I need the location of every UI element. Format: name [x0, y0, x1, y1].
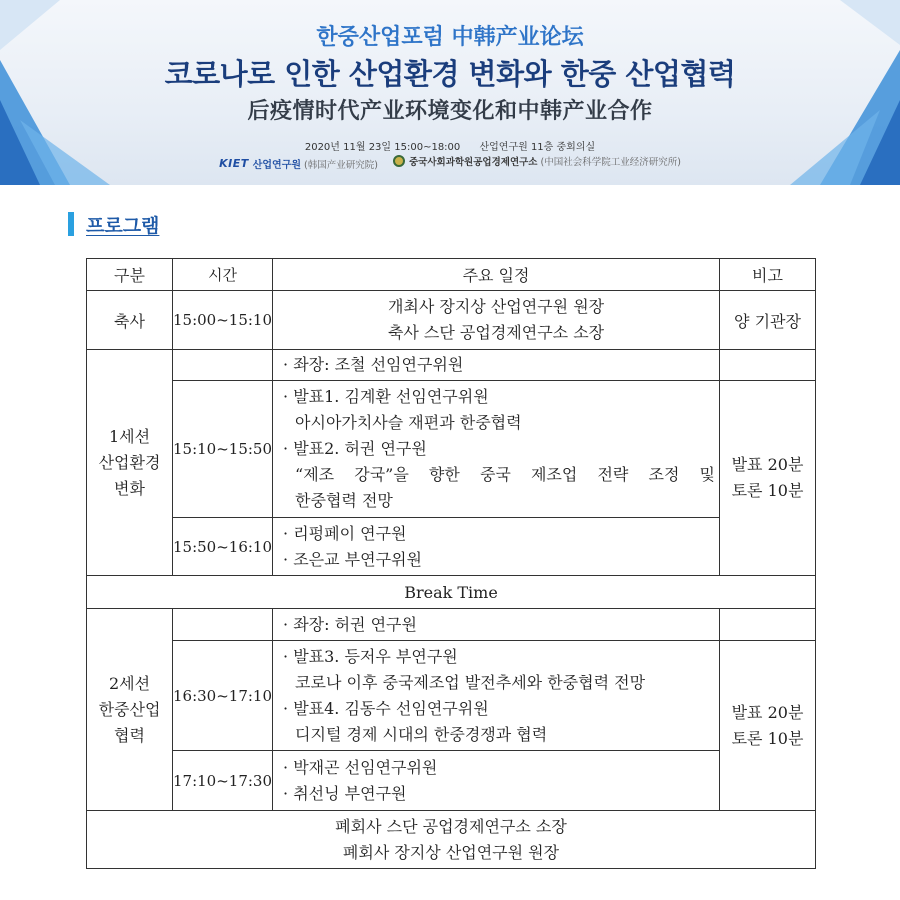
presentation-1-speaker: · 발표1. 김계환 선임연구위원	[283, 387, 489, 406]
header-category: 구분	[87, 259, 173, 291]
presentation-2-title	[283, 462, 715, 488]
kiet-chinese-name: (韩国产业研究院)	[304, 159, 378, 171]
session2-label: 2세션	[108, 673, 151, 693]
opening-line-1: 개최사 장지상 산업연구원 원장	[387, 297, 605, 316]
session2-theme-1: 한중산업	[98, 699, 161, 719]
break-time: Break Time	[87, 576, 816, 609]
title-word: 전략	[597, 465, 629, 484]
session2-theme-2: 협력	[114, 725, 145, 745]
closing-line-2: 폐회사 장지상 산업연구원 원장	[342, 842, 560, 862]
session1-discussants	[273, 518, 720, 576]
header-schedule: 주요 일정	[273, 259, 720, 291]
cass-chinese-name: (中国社会科学院工业经济研究所)	[540, 157, 681, 168]
session1-chair-text: · 좌장: 조철 선임연구위원	[283, 355, 464, 374]
table-row	[87, 751, 816, 811]
session1-chair-time	[173, 350, 273, 381]
table-row	[87, 350, 816, 381]
table-row	[87, 381, 816, 518]
table-row	[87, 811, 816, 869]
table-header-row	[87, 259, 816, 291]
table-row	[87, 518, 816, 576]
discussant-2: · 조은교 부연구위원	[283, 549, 422, 569]
session2-presentations	[273, 641, 720, 751]
organizer-kiet	[219, 156, 378, 171]
opening-category: 축사	[87, 291, 173, 350]
session2-note-discussion: 토론 10분	[731, 728, 804, 748]
organizers	[0, 154, 900, 171]
table-row	[87, 641, 816, 751]
presentation-3-speaker: · 발표3. 등저우 부연구원	[283, 646, 458, 666]
presentation-4-speaker: · 발표4. 김동수 선임연구위원	[283, 698, 489, 718]
cass-seal-icon	[393, 155, 405, 167]
session1-note-discussion: 토론 10분	[731, 481, 804, 500]
session1-note	[720, 381, 816, 576]
session2-chair	[273, 609, 720, 641]
session1-theme-1: 산업환경	[98, 452, 161, 472]
table-row	[87, 576, 816, 609]
presentation-4-title: 디지털 경제 시대의 한중경쟁과 협력	[295, 724, 548, 744]
session1-presentations	[273, 381, 720, 518]
opening-time: 15:00~15:10	[173, 291, 273, 350]
session1-presentation-time: 15:10~15:50	[173, 381, 273, 518]
forum-chinese-title: 后疫情时代产业环境变化和中韩产业合作	[247, 99, 653, 124]
event-banner	[0, 0, 900, 185]
kiet-logo: KIET	[219, 157, 249, 170]
session1-discussion-time: 15:50~16:10	[173, 518, 273, 576]
closing-remarks	[87, 811, 816, 869]
program-heading-label: 프로그램	[86, 214, 160, 237]
forum-main-title: 코로나로 인한 산업환경 변화와 한중 산업협력	[164, 57, 736, 91]
title-word: “제조	[295, 465, 335, 484]
event-venue: 산업연구원 11층 중회의실	[479, 142, 596, 153]
closing-line-1: 폐회사 스단 공업경제연구소 소장	[335, 816, 567, 836]
organizer-cass	[393, 154, 681, 168]
session2-discussants	[273, 751, 720, 811]
session2-discussion-time: 17:10~17:30	[173, 751, 273, 811]
title-word: 중국	[479, 465, 511, 484]
title-word: 제조업	[530, 465, 578, 484]
opening-schedule	[273, 291, 720, 350]
title-word: 강국”을	[354, 465, 409, 484]
opening-note: 양 기관장	[720, 291, 816, 350]
session2-note	[720, 641, 816, 811]
heading-accent-bar	[68, 212, 74, 236]
session2-chair-time	[173, 609, 273, 641]
table-row	[87, 609, 816, 641]
table-row	[87, 291, 816, 350]
session2-note-presentation: 발표 20분	[731, 702, 804, 722]
presentation-2-title-cont: 한중협력 전망	[295, 491, 393, 510]
session2-presentation-time: 16:30~17:10	[173, 641, 273, 751]
program-heading	[68, 211, 159, 237]
program-table	[86, 258, 816, 869]
session1-note-presentation: 발표 20분	[731, 455, 804, 474]
title-word: 조정	[648, 465, 680, 484]
discussant-1: · 리펑페이 연구원	[283, 523, 407, 543]
title-word: 및	[699, 465, 715, 484]
presentation-3-title: 코로나 이후 중국제조업 발전추세와 한중협력 전망	[295, 672, 646, 692]
session1-theme-2: 변화	[114, 478, 145, 498]
forum-name: 한중산업포럼 中韩产业论坛	[316, 25, 584, 50]
session1-chair	[273, 350, 720, 381]
presentation-2-speaker: · 발표2. 허권 연구원	[283, 439, 427, 458]
discussant-3: · 박재곤 선임연구위원	[283, 757, 438, 777]
event-date: 2020년 11월 23일 15:00~18:00	[304, 142, 461, 153]
opening-line-2: 축사 스단 공업경제연구소 소장	[387, 323, 605, 342]
title-word: 향한	[428, 465, 460, 484]
kiet-name: 산업연구원	[252, 160, 302, 171]
session1-label: 1세션	[108, 426, 151, 446]
cass-name: 중국사회과학원공업경제연구소	[409, 157, 538, 168]
header-time: 시간	[173, 259, 273, 291]
session2-chair-note	[720, 609, 816, 641]
header-note: 비고	[720, 259, 816, 291]
presentation-1-title: 아시아가치사슬 재편과 한중협력	[295, 413, 522, 432]
session2-chair-text: · 좌장: 허권 연구원	[283, 614, 417, 634]
discussant-4: · 취선닝 부연구원	[283, 783, 407, 803]
event-info	[0, 138, 900, 153]
session1-category	[87, 350, 173, 576]
session1-chair-note	[720, 350, 816, 381]
session2-category	[87, 609, 173, 811]
